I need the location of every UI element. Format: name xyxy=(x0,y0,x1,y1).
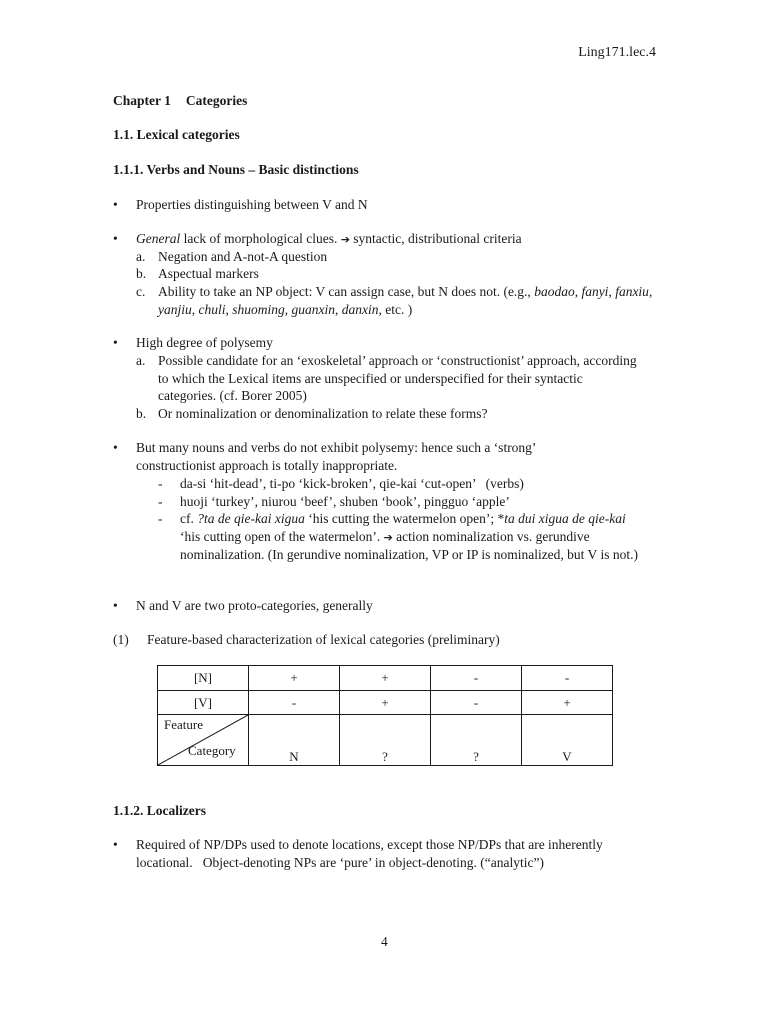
bullet-text: But many nouns and verbs do not exhibit polysemy: hence such a ‘strong’ constructionist approach is totally inappropriate. xyxy=(136,440,536,473)
bullet-item xyxy=(113,439,583,474)
bullet-item xyxy=(113,196,653,214)
bullet-icon: • xyxy=(113,231,118,246)
diagonal-header-cell xyxy=(158,715,249,766)
bullet-icon: • xyxy=(113,837,118,852)
chapter-title: Categories xyxy=(185,93,248,108)
dash-item: - da-si ‘hit-dead’, ti-po ‘kick-broken’, qie-kai ‘cut-open’ (verbs) xyxy=(158,476,524,491)
right-arrow-icon: ➔ xyxy=(383,530,393,544)
emphasis: General xyxy=(136,231,181,246)
bullet-text: High degree of polysemy xyxy=(136,335,273,350)
chapter-heading xyxy=(113,92,247,110)
bullet-item xyxy=(113,230,653,249)
bullet-item xyxy=(113,597,653,615)
sub-item-b: b. Or nominalization or denominalization to relate these forms? xyxy=(136,406,488,421)
table-row xyxy=(158,715,613,766)
table-cell: [V] xyxy=(158,691,249,715)
table-row xyxy=(158,666,613,691)
section-heading-1-1-2: 1.1.2. Localizers xyxy=(113,803,206,818)
table-cell: - xyxy=(431,691,522,715)
bullet-text: General lack of morphological clues. ➔ syntactic, distributional criteria xyxy=(136,231,522,246)
example-number: (1) xyxy=(113,632,129,647)
table-cell: + xyxy=(340,666,431,691)
table-cell: [N] xyxy=(158,666,249,691)
table-cell: - xyxy=(522,666,613,691)
sub-item-c: c. Ability to take an NP object: V can assign case, but N does not. (e.g., baodao, fanyi, fanxiu, yanjiu, chuli, shuoming, guanxin, danxin, etc. ) xyxy=(136,283,656,318)
running-header: Ling171.lec.4 xyxy=(578,45,656,60)
table-cell: ? xyxy=(340,715,431,766)
bullet-text: Required of NP/DPs used to denote locations, except those NP/DPs that are inherently locational. Object-denoting NPs are ‘pure’ in object-denoting. (“analytic”) xyxy=(136,837,603,870)
bullet-icon: • xyxy=(113,197,118,212)
dash-item: - huoji ‘turkey’, niurou ‘beef’, shuben ‘book’, pingguo ‘apple’ xyxy=(158,494,510,509)
sub-item-c-text: Ability to take an NP object: V can assign case, but N does not. (e.g., baodao, fanyi, fanxiu, yanjiu, chuli, shuoming, guanxin, danxin, etc. ) xyxy=(158,284,653,317)
chapter-number: Chapter 1 xyxy=(113,93,171,108)
table-cell: ? xyxy=(431,715,522,766)
table-cell: V xyxy=(522,715,613,766)
bullet-text: N and V are two proto-categories, generally xyxy=(136,598,373,613)
feature-table xyxy=(157,665,613,766)
category-label: Category xyxy=(188,742,236,758)
table-cell: - xyxy=(431,666,522,691)
sub-item-a: a. Negation and A-not-A question xyxy=(136,249,328,264)
feature-label: Feature xyxy=(164,717,203,732)
bullet-icon: • xyxy=(113,335,118,350)
section-heading-1-1: 1.1. Lexical categories xyxy=(113,127,240,142)
section-heading-1-1-1: 1.1.1. Verbs and Nouns – Basic distinctions xyxy=(113,162,359,177)
bullet-icon: • xyxy=(113,598,118,613)
bullet-item xyxy=(113,334,653,352)
table-row xyxy=(158,691,613,715)
table-cell: + xyxy=(249,666,340,691)
sub-item-b: b. Aspectual markers xyxy=(136,266,259,281)
table-cell: N xyxy=(249,715,340,766)
table-cell: + xyxy=(340,691,431,715)
sub-item-a: a. Possible candidate for an ‘exoskeletal’ approach or ‘constructionist’ approach, according to which the Lexical items are unspecified or underspecified for their syntactic categories. (cf. Borer 2005) xyxy=(136,353,637,403)
right-arrow-icon: ➔ xyxy=(340,233,350,246)
page-number: 4 xyxy=(381,934,388,949)
dash-item: - cf. ?ta de qie-kai xigua ‘his cutting the watermelon open’; *ta dui xigua de qie-kai ‘his cutting open of the watermelon’. ➔ action nominalization vs. gerundive nominalization. (In gerundive nominalization, VP or IP is nominalized, but V is not.) xyxy=(158,511,638,562)
example-caption: Feature-based characterization of lexical categories (preliminary) xyxy=(147,632,500,647)
bullet-text: Properties distinguishing between V and N xyxy=(136,197,368,212)
table-cell: + xyxy=(522,691,613,715)
table-cell: - xyxy=(249,691,340,715)
bullet-item xyxy=(113,836,613,871)
bullet-icon: • xyxy=(113,440,118,455)
